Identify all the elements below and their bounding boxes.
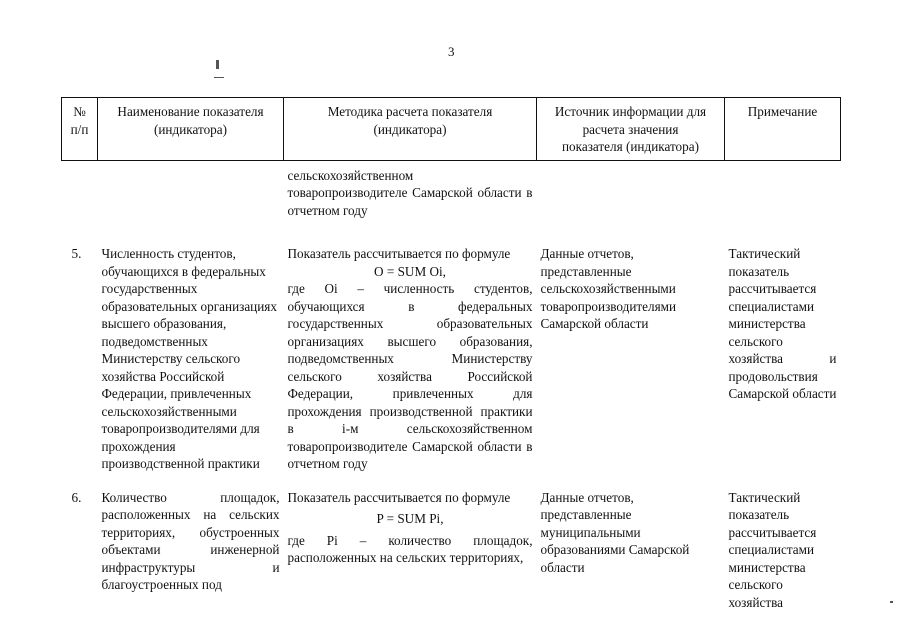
scan-speck xyxy=(216,60,219,69)
row-number: 6. xyxy=(71,489,82,505)
header-indicator-name: Наименование показателя (индикатора) xyxy=(98,98,284,161)
scan-speck xyxy=(214,77,224,78)
calculation-method xyxy=(284,489,537,612)
method-formula: O = SUM Oi, xyxy=(374,263,446,279)
header-calculation-method: Методика расчета показателя (индикатора) xyxy=(284,98,537,161)
header-information-source: Источник информации для расчета значения показателя (индикатора) xyxy=(537,98,725,161)
header-note: Примечание xyxy=(725,98,841,161)
note: Тактический показатель рассчитывается специалистами министерства сельского хозяйства xyxy=(728,489,817,610)
information-source: Данные отчетов, представленные сельскохозяйственными товаропроизводителями Самарской области xyxy=(540,246,677,331)
note: Тактический показатель рассчитывается специалистами министерства сельского хозяйства и продовольствия Самарской области xyxy=(728,246,837,401)
indicator-name: Количество площадок, расположенных на сельских территориях, обустроенных объектами инженерной инфраструктуры и благоустроенных под xyxy=(101,489,280,592)
page-number: 3 xyxy=(448,44,455,59)
table-row xyxy=(62,489,841,612)
table-row xyxy=(62,245,841,489)
method-intro: Показатель рассчитывается по формуле xyxy=(287,489,511,505)
indicator-name: Численность студентов, обучающихся в федеральных государственных образовательных организациях высшего образования, подведомственных Министерству сельского хозяйства Российской Федерации, привлеченных сельскохозяйственными товаропроизводителями для прохождения производственной практики xyxy=(101,246,277,471)
calculation-method xyxy=(284,245,537,489)
scan-speck xyxy=(890,601,893,603)
method-text: где Oi – численность студентов, обучающихся в федеральных государственных образовательных организациях высшего образования, подведомственных Министерству сельского хозяйства Российской Федерации, привлеченных для прохождения производственной практики в i-м сельскохозяйственном товаропроизводителе Самарской области в отчетном году xyxy=(287,281,533,471)
method-continuation: сельскохозяйственном товаропроизводителе Самарской области в отчетном году xyxy=(287,167,533,218)
method-intro: Показатель рассчитывается по формуле xyxy=(287,246,511,261)
method-text: где Pi – количество площадок, расположенных на сельских территориях, xyxy=(287,532,533,565)
information-source: Данные отчетов, представленные муниципальными образованиями Самарской области xyxy=(540,489,690,575)
table-header-row xyxy=(62,98,841,161)
row-number: 5. xyxy=(71,246,82,261)
table-row-continuation xyxy=(62,160,841,245)
header-number: № п/п xyxy=(62,98,98,161)
method-formula: P = SUM Pi, xyxy=(376,511,444,526)
indicator-table xyxy=(61,97,841,611)
